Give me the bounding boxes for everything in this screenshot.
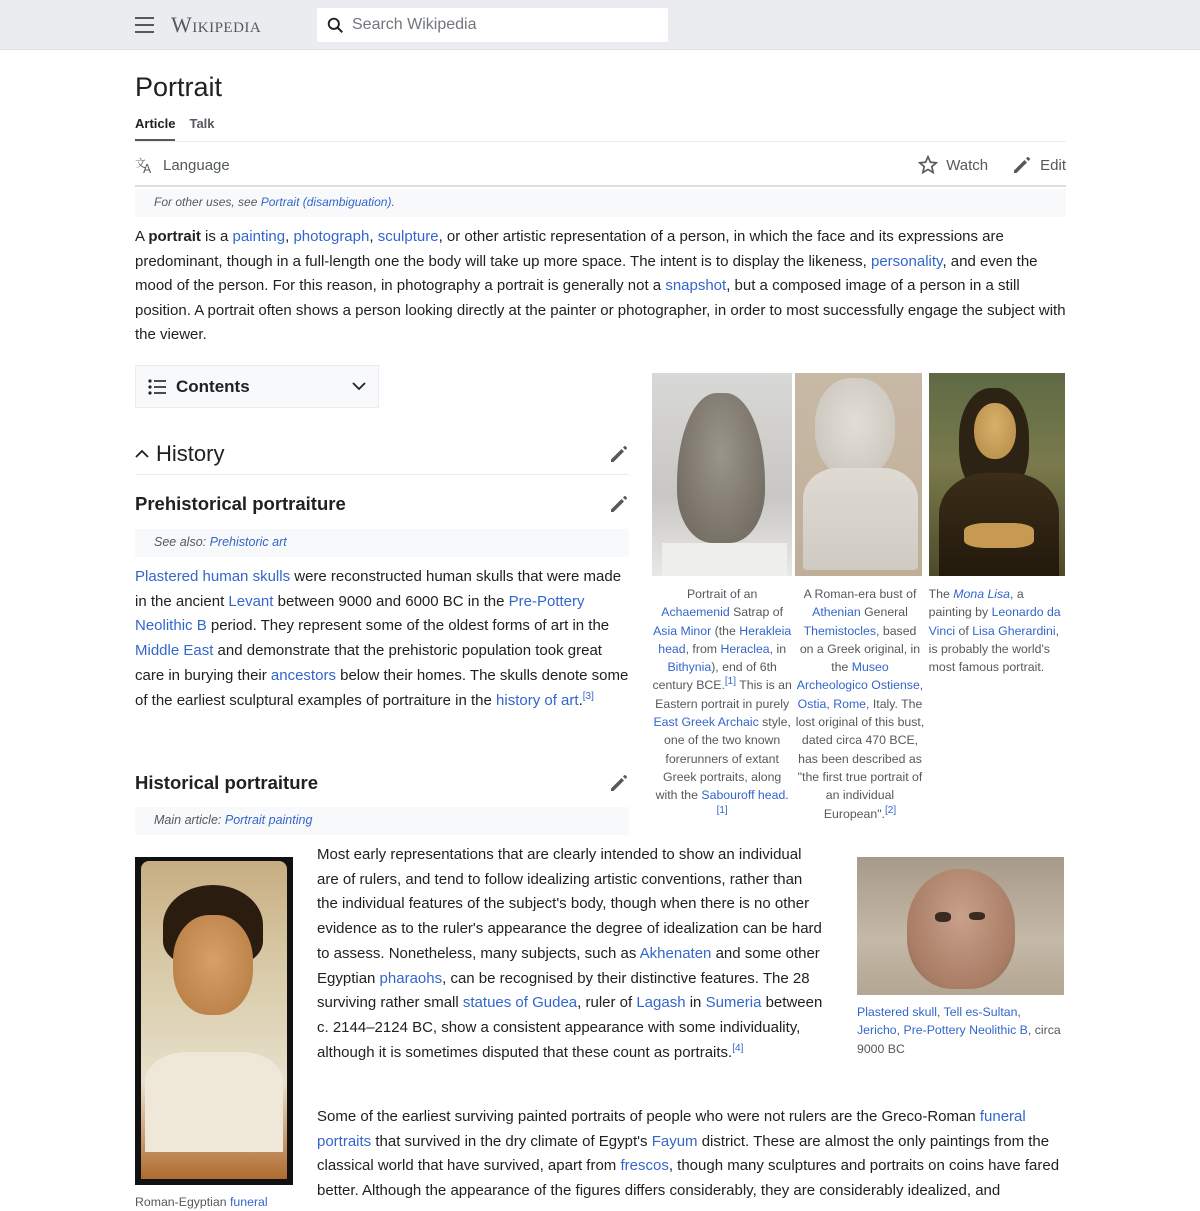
hamburger-menu-icon[interactable] [135, 17, 154, 33]
gallery-item [652, 373, 792, 823]
section-prehistorical-heading [135, 493, 629, 515]
link-sumeria[interactable]: Sumeria [705, 994, 762, 1012]
link-photograph[interactable]: photograph [293, 228, 370, 245]
svg-text:文: 文 [135, 157, 146, 170]
language-label: Language [163, 156, 230, 174]
section-history-heading[interactable] [135, 433, 629, 475]
link-mona-lisa[interactable]: Mona Lisa [953, 587, 1011, 601]
page-actions-bar [135, 145, 1066, 187]
plastered-skull-image[interactable] [857, 857, 1064, 995]
chevron-down-icon [352, 382, 366, 391]
search-icon [327, 17, 344, 34]
top-header [0, 0, 1200, 50]
reference-3[interactable]: [3] [582, 690, 594, 702]
link-lisa-gherardini[interactable]: Lisa Gherardini [972, 623, 1056, 638]
edit-section-pencil-icon[interactable] [609, 773, 629, 793]
namespace-tabs [135, 116, 229, 141]
link-akhenaten[interactable]: Akhenaten [639, 944, 712, 962]
link-pre-pottery-neolithic-b[interactable]: Pre-Pottery Neolithic B [903, 1023, 1028, 1038]
gallery-caption: Portrait of an Achaemenid Satrap of Asia Minor (the Herakleia head, from Heraclea, in Bithynia), end of 6th century BCE.[1] This is an Eastern portrait in purely East Greek Archaic style, one of the two known forerunners of extant Greek portraits, along with the Sabouroff head.[1] [652, 587, 792, 816]
link-prehistoric-art[interactable]: Prehistoric art [209, 535, 287, 549]
link-heraclea[interactable]: Heraclea [720, 641, 770, 656]
link-personality[interactable]: personality [871, 252, 943, 270]
disambiguation-link[interactable]: Portrait (disambiguation) [260, 195, 392, 209]
gallery-item [795, 373, 924, 823]
link-asia-minor[interactable]: Asia Minor [653, 623, 712, 638]
language-icon [135, 156, 155, 174]
section-historical-heading [135, 772, 629, 794]
achaemenid-satrap-head-image[interactable] [652, 373, 792, 576]
link-leonardo-da-vinci[interactable]: Leonardo da Vinci [928, 605, 1061, 638]
disambiguation-hatnote: For other uses, see Portrait (disambiguation). [135, 189, 1066, 217]
gallery-caption: The Mona Lisa, a painting by Leonardo da Vinci of Lisa Gherardini, is probably the world's most famous portrait. [928, 587, 1061, 675]
link-history-of-art[interactable]: history of art [496, 691, 579, 709]
fayum-boy-portrait-image[interactable] [135, 857, 293, 1185]
link-ancestors[interactable]: ancestors [270, 666, 336, 684]
link-sculpture[interactable]: sculpture [377, 228, 439, 245]
link-pharaohs[interactable]: pharaohs [379, 969, 443, 987]
prehistorical-heading: Prehistorical portraiture [135, 493, 346, 514]
plastered-skull-thumbnail [857, 857, 1064, 1058]
historical-heading: Historical portraiture [135, 772, 318, 793]
contents-toggle[interactable] [135, 365, 379, 408]
link-pre-pottery-neolithic-b[interactable]: Pre-Pottery Neolithic B [135, 592, 585, 635]
link-rome[interactable]: Rome [833, 696, 867, 711]
see-also-hatnote: See also: Prehistoric art [135, 529, 629, 557]
link-achaemenid[interactable]: Achaemenid [661, 605, 730, 620]
historical-paragraph-1: Most early representations that are clearly intended to show an individual are of rulers, and tend to follow idealizing artistic conventions, rather than the individual features of the subject's body, though when there is no other evidence as to the ruler's appearance the degree of idealization can be hard to assess. Nonetheless, many subjects, such as Akhenaten and some other Egyptian pharaohs, can be recognised by their distinctive features. The 28 surviving rather small statues of Gudea, ruler of Lagash in Sumeria between c. 2144–2124 BC, show a consistent appearance with some individuality, although it is sometimes disputed that these count as portraits.[4] [317, 846, 823, 1061]
link-plastered-skull[interactable]: Plastered skull [857, 1005, 937, 1019]
link-jericho[interactable]: Jericho [857, 1023, 897, 1038]
link-museo-archeologico-ostiense[interactable]: Museo Archeologico Ostiense [796, 660, 920, 693]
themistocles-bust-image[interactable] [795, 373, 922, 576]
tab-article[interactable]: Article [135, 116, 175, 141]
language-button[interactable] [135, 156, 230, 174]
link-frescos[interactable]: frescos [620, 1157, 669, 1175]
link-tell-es-sultan[interactable]: Tell es-Sultan [943, 1005, 1018, 1019]
link-painting[interactable]: painting [232, 228, 286, 245]
prehistorical-paragraph: Plastered human skulls were reconstructed human skulls that were made in the ancient Levant between 9000 and 6000 BC in the Pre-Pottery Neolithic B period. They represent some of the oldest forms of art in the Middle East and demonstrate that the prehistoric population took great care in burying their ancestors below their homes. The skulls denote some of the earliest sculptural examples of portraiture in the history of art.[3] [135, 568, 629, 709]
link-funeral-portraits[interactable]: funeral portraits [317, 1108, 1026, 1150]
list-bullet-icon [148, 379, 166, 395]
link-funeral[interactable]: funeral [230, 1195, 268, 1209]
link-snapshot[interactable]: snapshot [665, 277, 727, 295]
gallery-item [929, 373, 1066, 823]
wikipedia-logo[interactable]: Wikipedia [171, 12, 262, 37]
link-east-greek-archaic[interactable]: East Greek Archaic [653, 715, 759, 730]
watch-button[interactable] [918, 155, 988, 175]
link-lagash[interactable]: Lagash [636, 994, 686, 1012]
history-heading: History [156, 440, 225, 466]
edit-button[interactable] [1012, 155, 1066, 175]
edit-section-pencil-icon[interactable] [609, 494, 629, 514]
tabs-divider [135, 141, 1066, 142]
plastered-skull-caption: Plastered skull, Tell es-Sultan, Jericho, Pre-Pottery Neolithic B, circa 9000 BC [857, 1005, 1061, 1056]
search-input[interactable] [352, 16, 652, 34]
link-plastered-human-skulls[interactable]: Plastered human skulls [135, 568, 291, 585]
lead-paragraph: A portrait is a painting, photograph, sculpture, or other artistic representation of a person, in which the face and its expressions are predominant, though in a full-length one the body will take up more space. The intent is to display the likeness, personality, and even the mood of the person. For this reason, in photography a portrait is generally not a snapshot, but a composed image of a person in a still position. A portrait often shows a person looking directly at the painter or photographer, in order to most successfully engage the subject with the viewer. [135, 228, 1066, 344]
watch-label: Watch [946, 156, 989, 174]
link-bithynia[interactable]: Bithynia [667, 660, 712, 675]
link-fayum[interactable]: Fayum [651, 1132, 698, 1150]
contents-label: Contents [176, 376, 250, 396]
search-box[interactable] [317, 8, 668, 42]
reference-4[interactable]: [4] [732, 1042, 744, 1054]
link-ostia[interactable]: Ostia [797, 696, 827, 711]
edit-label: Edit [1040, 156, 1066, 174]
reference-1[interactable]: [1] [724, 676, 737, 688]
image-gallery [652, 373, 1066, 823]
link-levant[interactable]: Levant [228, 592, 274, 610]
pencil-icon [1012, 155, 1032, 175]
link-middle-east[interactable]: Middle East [135, 642, 214, 660]
gallery-caption: A Roman-era bust of Athenian General Themistocles, based on a Greek original, in the Museo Archeologico Ostiense, Ostia, Rome, Italy. The lost original of this bust, dated circa 470 BCE, has been described as "the first true portrait of an individual European".[2] [795, 587, 925, 821]
tab-talk[interactable]: Talk [189, 116, 215, 131]
reference-2[interactable]: [2] [884, 804, 897, 816]
fayum-thumbnail [135, 857, 293, 1211]
mona-lisa-image[interactable] [929, 373, 1065, 576]
edit-section-pencil-icon[interactable] [609, 444, 629, 464]
page-title: Portrait [135, 72, 223, 102]
link-athenian[interactable]: Athenian [812, 605, 861, 620]
main-article-hatnote: Main article: Portrait painting [135, 807, 629, 835]
link-statues-of-gudea[interactable]: statues of Gudea [462, 994, 578, 1012]
fayum-caption: Roman-Egyptian funeral [135, 1195, 268, 1209]
link-themistocles[interactable]: Themistocles [803, 623, 877, 638]
reference-1[interactable]: [1] [716, 804, 728, 816]
link-portrait-painting[interactable]: Portrait painting [224, 813, 313, 827]
svg-text:A: A [143, 162, 152, 174]
star-icon [918, 155, 938, 175]
chevron-up-icon [135, 449, 149, 458]
historical-paragraph-2: Some of the earliest surviving painted portraits of people who were not rulers are the Greco-Roman funeral portraits that survived in the dry climate of Egypt's Fayum district. These are almost the only paintings from the classical world that have survived, apart from frescos, though many sculptures and portraits on coins have fared better. Although the appearance of the figures differs considerably, they are considerably idealized, and [317, 1108, 1060, 1200]
link-herakleia-head[interactable]: Herakleia head [658, 623, 792, 656]
link-sabouroff-head[interactable]: Sabouroff head [701, 788, 786, 803]
